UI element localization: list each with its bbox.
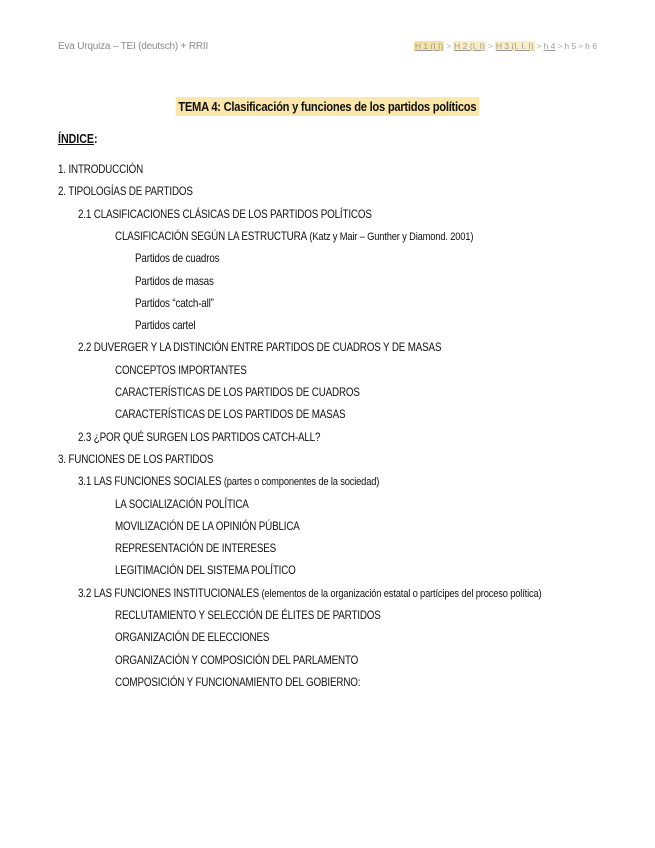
legend-h3: H 3 (I. I. I) — [495, 41, 534, 51]
toc-entry — [115, 497, 249, 511]
index-label: ÍNDICE — [58, 132, 95, 146]
toc-entry-text: 2.2 DUVERGER Y LA DISTINCIÓN ENTRE PARTIDOS DE CUADROS Y DE MASAS — [78, 340, 442, 355]
legend-separator: > — [578, 41, 584, 51]
toc-entry — [135, 274, 214, 288]
toc-entry — [115, 385, 360, 399]
heading-legend — [414, 41, 597, 51]
toc-entry-text: RECLUTAMIENTO Y SELECCIÓN DE ÉLITES DE PARTIDOS — [115, 608, 381, 622]
toc-entry-text: COMPOSICIÓN Y FUNCIONAMIENTO DEL GOBIERNO: — [115, 674, 361, 689]
toc-entry-text: Partidos de cuadros — [135, 251, 220, 266]
toc-entry-note: (elementos de la organización estatal o partícipes del proceso política) — [259, 587, 542, 600]
toc-entry-text: CARACTERÍSTICAS DE LOS PARTIDOS DE MASAS — [115, 407, 346, 422]
toc-entry — [115, 653, 358, 667]
toc-entry — [135, 251, 219, 265]
toc-entry — [115, 519, 300, 533]
document-header-author: Eva Urquiza – TEI (deutsch) + RRII — [58, 41, 209, 52]
toc-entry — [115, 541, 276, 555]
legend-h2: H 2 (I. I) — [454, 41, 485, 51]
toc-entry-text: CARACTERÍSTICAS DE LOS PARTIDOS DE CUADROS — [115, 385, 360, 399]
toc-entry-text: Partidos “catch-all” — [135, 295, 214, 310]
toc-entry-note: (Katz y Mair – Gunther y Diamond. 2001) — [306, 230, 474, 243]
toc-entry — [58, 184, 193, 198]
toc-entry — [135, 296, 214, 310]
toc-entry-text: MOVILIZACIÓN DE LA OPINIÓN PÚBLICA — [115, 518, 300, 533]
toc-entry — [78, 430, 320, 444]
toc-entry — [115, 675, 360, 689]
index-heading — [58, 132, 98, 146]
title-container — [0, 97, 655, 116]
toc-entry-text: 2.1 CLASIFICACIONES CLÁSICAS DE LOS PARTIDOS POLÍTICOS — [78, 206, 372, 221]
toc-entry — [115, 608, 381, 622]
toc-entry — [78, 474, 379, 488]
toc-entry — [78, 207, 372, 221]
legend-h1: H 1 (I I) — [414, 41, 444, 51]
toc-entry-text: ORGANIZACIÓN DE ELECCIONES — [115, 630, 270, 645]
index-colon: : — [94, 132, 98, 146]
toc-entry-note: (partes o componentes de la sociedad) — [221, 476, 380, 489]
legend-h4: h 4 — [543, 41, 556, 51]
toc-entry — [78, 586, 541, 600]
toc-entry — [58, 452, 213, 466]
toc-entry-text: CONCEPTOS IMPORTANTES — [115, 362, 247, 377]
legend-separator: > — [557, 41, 563, 51]
toc-entry — [115, 363, 247, 377]
toc-entry-text: 3.1 LAS FUNCIONES SOCIALES — [78, 474, 222, 489]
toc-entry-text: Partidos de masas — [135, 273, 214, 288]
toc-entry-text: LA SOCIALIZACIÓN POLÍTICA — [115, 496, 249, 511]
toc-entry-text: 3.2 LAS FUNCIONES INSTITUCIONALES — [78, 585, 260, 600]
toc-entry-text: 2. TIPOLOGÍAS DE PARTIDOS — [58, 184, 193, 199]
toc-entry — [58, 162, 143, 176]
toc-entry-text: REPRESENTACIÓN DE INTERESES — [115, 541, 277, 556]
toc-entry — [115, 407, 345, 421]
legend-separator: > — [536, 41, 542, 51]
toc-entry-text: LEGITIMACIÓN DEL SISTEMA POLÍTICO — [115, 563, 296, 578]
toc-entry — [78, 340, 441, 354]
document-title: TEMA 4: Clasificación y funciones de los partidos políticos — [176, 97, 479, 116]
toc-entry — [115, 630, 269, 644]
toc-entry — [115, 563, 296, 577]
toc-entry — [115, 229, 473, 243]
legend-h5: h 5 — [564, 41, 577, 51]
legend-separator: > — [487, 41, 493, 51]
toc-entry-text: 2.3 ¿POR QUÉ SURGEN LOS PARTIDOS CATCH-ALL? — [78, 429, 321, 444]
toc-entry-text: Partidos cartel — [135, 318, 196, 333]
toc-entry-text: 3. FUNCIONES DE LOS PARTIDOS — [58, 451, 214, 466]
toc-entry-text: ORGANIZACIÓN Y COMPOSICIÓN DEL PARLAMENTO — [115, 652, 359, 667]
toc-entry-text: CLASIFICACIÓN SEGÚN LA ESTRUCTURA — [115, 228, 307, 243]
legend-h6: h 6 — [585, 41, 597, 51]
legend-separator: > — [446, 41, 452, 51]
toc-entry-text: 1. INTRODUCCIÓN — [58, 162, 144, 176]
toc-entry — [135, 318, 195, 332]
